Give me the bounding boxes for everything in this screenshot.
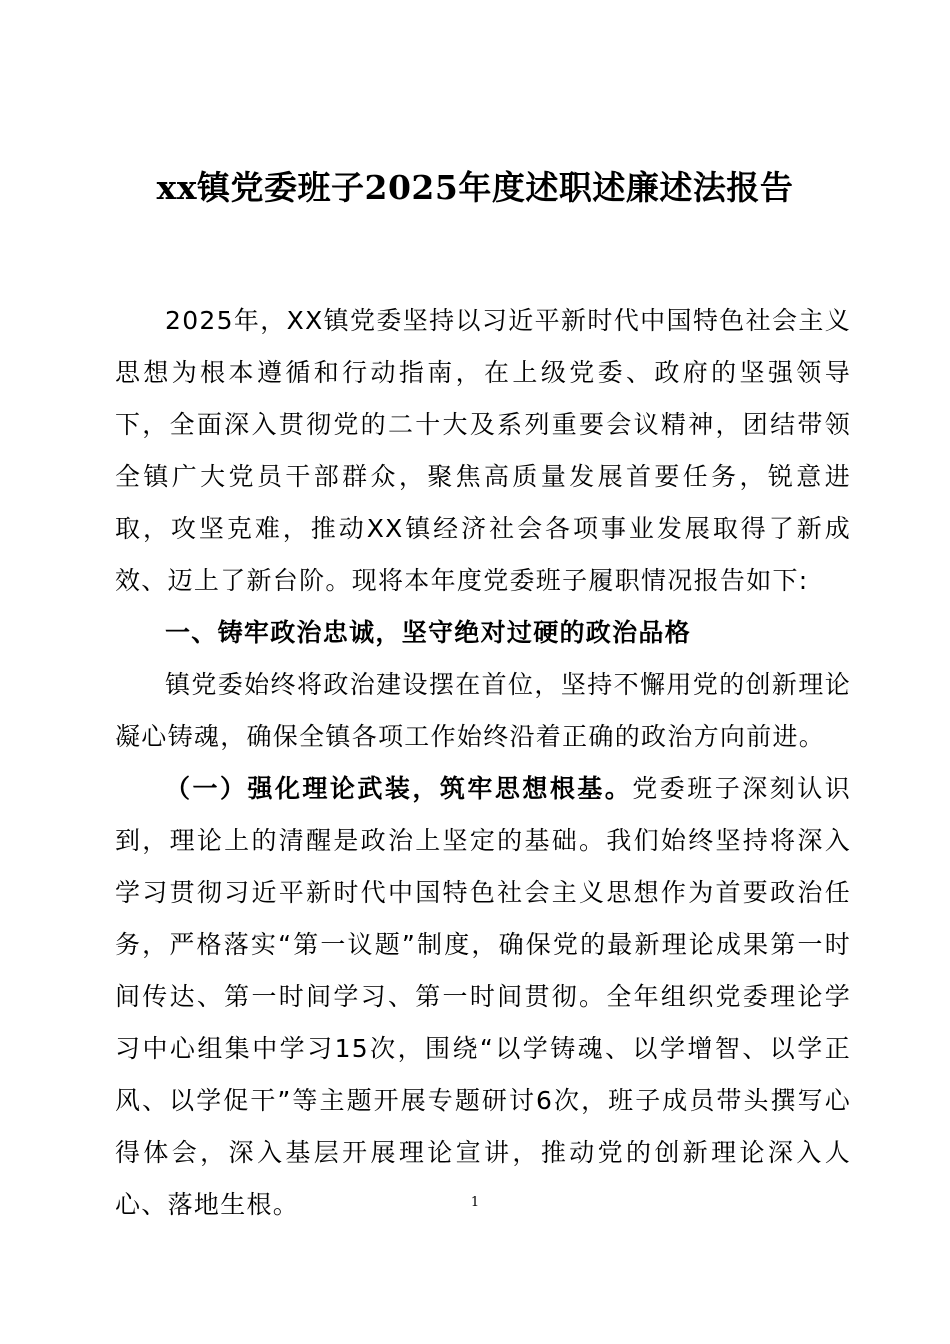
section-1-heading: 一、铸牢政治忠诚，坚守绝对过硬的政治品格 (165, 618, 692, 647)
subsection-1-lead: （一）强化理论武装，筑牢思想根基。 (165, 774, 633, 803)
subsection-1-paragraph (115, 763, 851, 1231)
intro-paragraph: 2025年，XX镇党委坚持以习近平新时代中国特色社会主义思想为根本遵循和行动指南，在上级党委、政府的坚强领导下，全面深入贯彻党的二十大及系列重要会议精神，团结带领全镇广大党员干部群众，聚焦高质量发展首要任务，锐意进取，攻坚克难，推动XX镇经济社会各项事业发展取得了新成效、迈上了新台阶。现将本年度党委班子履职情况报告如下: (115, 306, 851, 595)
document-title: xx镇党委班子2025年度述职述廉述法报告 (156, 168, 794, 207)
section-1-paragraph: 镇党委始终将政治建设摆在首位，坚持不懈用党的创新理论凝心铸魂，确保全镇各项工作始终沿着正确的政治方向前进。 (115, 670, 851, 751)
page-number: 1 (470, 1195, 480, 1210)
document-body (115, 295, 851, 1231)
subsection-1-text: 党委班子深刻认识到，理论上的清醒是政治上坚定的基础。我们始终坚持将深入学习贯彻习近平新时代中国特色社会主义思想作为首要政治任务，严格落实“第一议题”制度，确保党的最新理论成果第一时间传达、第一时间学习、第一时间贯彻。全年组织党委理论学习中心组集中学习15次，围绕“以学铸魂、以学增智、以学正风、以学促干”等主题开展专题研讨6次，班子成员带头撰写心得体会，深入基层开展理论宣讲，推动党的创新理论深入人心、落地生根。 (115, 774, 851, 1219)
